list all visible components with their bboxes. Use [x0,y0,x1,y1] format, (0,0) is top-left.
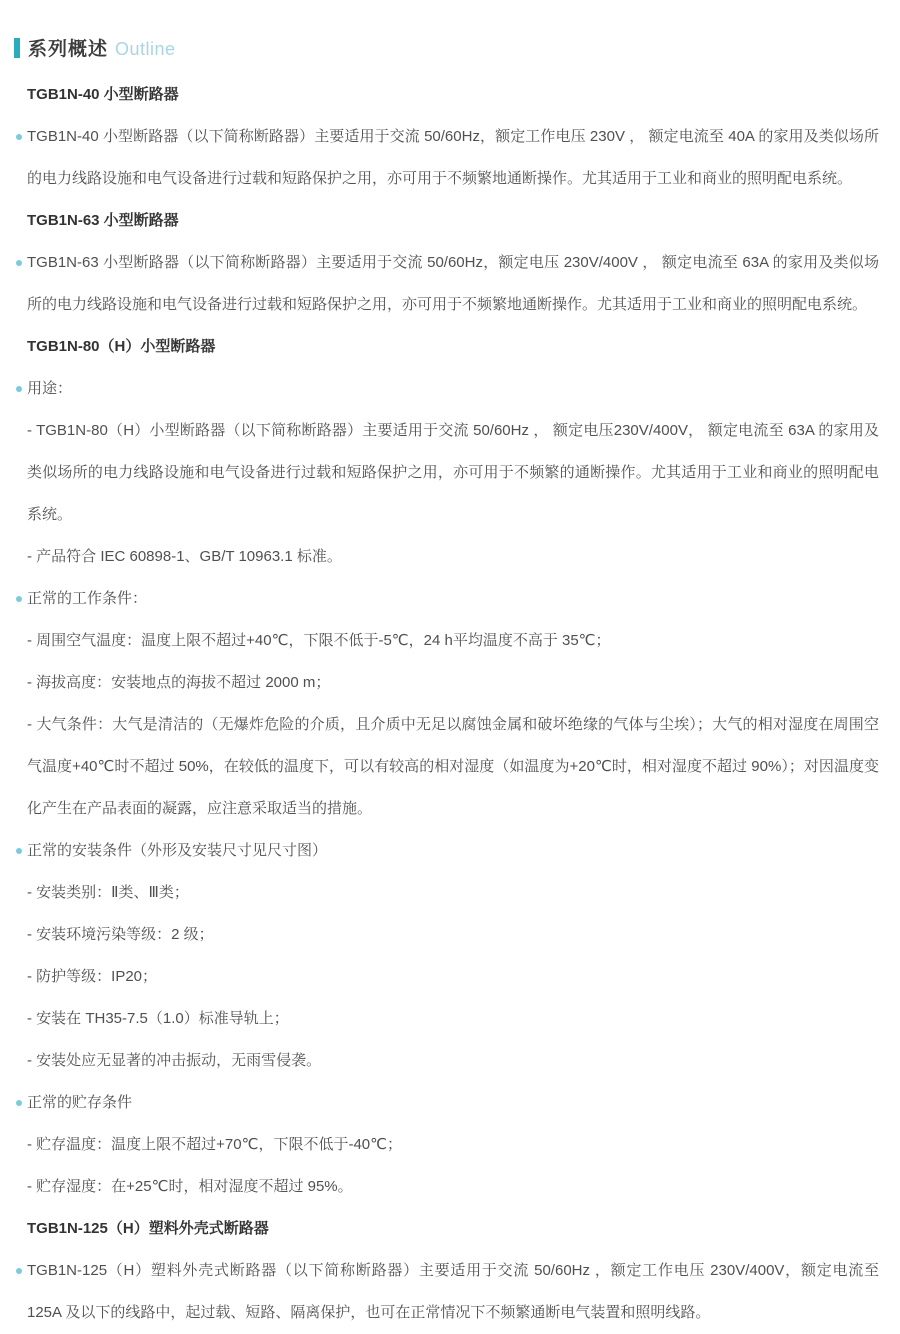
accent-bar-icon [14,38,20,58]
paragraph-installation-category: - 安装类别：Ⅱ类、Ⅲ类； [27,884,189,901]
paragraph-installation-conditions-label: 正常的安装条件（外形及安装尺寸见尺寸图） [27,842,328,859]
dash-item [27,956,879,998]
dash-item [27,872,879,914]
product-heading-tgb1n-63: TGB1N-63 小型断路器 [27,212,179,229]
paragraph-protection-rating: - 防护等级：IP20； [27,968,158,985]
bullet-item [27,1250,879,1334]
bullet-dot-icon [16,1268,22,1274]
bullet-item [27,368,879,410]
dash-item [27,536,879,578]
paragraph-standards: - 产品符合 IEC 60898-1、GB/T 10963.1 标准。 [27,548,342,565]
paragraph-storage-conditions-label: 正常的贮存条件 [27,1094,133,1111]
dash-item [27,914,879,956]
dash-item [27,1040,879,1082]
paragraph-ambient-temperature: - 周围空气温度：温度上限不超过+40℃，下限不低于-5℃，24 h平均温度不高于 35℃； [27,632,611,649]
product-heading-tgb1n-125h: TGB1N-125（H）塑料外壳式断路器 [27,1220,269,1237]
bullet-item [27,1082,879,1124]
paragraph-storage-humidity: - 贮存湿度：在+25℃时，相对湿度不超过 95%。 [27,1178,353,1195]
dash-item [27,662,879,704]
bullet-dot-icon [16,134,22,140]
paragraph-tgb1n-40-description: TGB1N-40 小型断路器（以下简称断路器）主要适用于交流 50/60Hz，额定工作电压 230V ， 额定电流至 40A 的家用及类似场所的电力线路设施和电气设备进行过载和短路保护之用，亦可用于不频繁地通断操作。尤其适用于工业和商业的照明配电系统。 [27,128,879,187]
bullet-dot-icon [16,1100,22,1106]
bullet-dot-icon [16,260,22,266]
dash-item [27,1124,879,1166]
content-body [27,74,879,1334]
product-heading-tgb1n-80h: TGB1N-80（H）小型断路器 [27,338,216,355]
paragraph-rail-mounting: - 安装在 TH35-7.5（1.0）标准导轨上； [27,1010,289,1027]
bullet-dot-icon [16,596,22,602]
bullet-dot-icon [16,386,22,392]
bullet-dot-icon [16,848,22,854]
dash-item [27,410,879,536]
bullet-item [27,578,879,620]
paragraph-tgb1n-80h-description: - TGB1N-80（H）小型断路器（以下简称断路器）主要适用于交流 50/60Hz ， 额定电压230V/400V， 额定电流至 63A 的家用及类似场所的电力线路设施和电气设备进行过载和短路保护之用，亦可用于不频繁的通断操作。尤其适用于工业和商业的照明配电系统。 [27,422,879,523]
paragraph-storage-temperature: - 贮存温度：温度上限不超过+70℃，下限不低于-40℃； [27,1136,402,1153]
dash-item [27,998,879,1040]
paragraph-usage-label: 用途： [27,380,73,397]
dash-item [27,1166,879,1208]
page-title-zh: 系列概述 [28,39,109,60]
paragraph-altitude: - 海拔高度：安装地点的海拔不超过 2000 m； [27,674,331,691]
paragraph-atmospheric-conditions: - 大气条件：大气是清洁的（无爆炸危险的介质，且介质中无足以腐蚀金属和破坏绝缘的气体与尘埃）；大气的相对湿度在周围空气温度+40℃时不超过 50%，在较低的温度下，可以有较高的相对湿度（如温度为+20℃时，相对湿度不超过 90%）；对因温度变化产生在产品表面的凝露，应注意采取适当的措施。 [27,716,879,817]
dash-item [27,704,879,830]
section-header [14,38,879,60]
page-title-en: Outline [115,39,176,59]
bullet-item [27,830,879,872]
paragraph-tgb1n-63-description: TGB1N-63 小型断路器（以下简称断路器）主要适用于交流 50/60Hz，额定电压 230V/400V ， 额定电流至 63A 的家用及类似场所的电力线路设施和电气设备进行过载和短路保护之用，亦可用于不频繁地通断操作。尤其适用于工业和商业的照明配电系统。 [27,254,879,313]
product-heading-tgb1n-40: TGB1N-40 小型断路器 [27,86,179,103]
paragraph-vibration-note: - 安装处应无显著的冲击振动，无雨雪侵袭。 [27,1052,322,1069]
paragraph-tgb1n-125h-description: TGB1N-125（H）塑料外壳式断路器（以下简称断路器）主要适用于交流 50/60Hz ，额定工作电压 230V/400V，额定电流至 125A 及以下的线路中，起过载、短路、隔离保护，也可在正常情况下不频繁通断电气装置和照明线路。 [27,1262,879,1321]
bullet-item [27,242,879,326]
dash-item [27,620,879,662]
paragraph-working-conditions-label: 正常的工作条件： [27,590,148,607]
paragraph-pollution-degree: - 安装环境污染等级：2 级； [27,926,214,943]
bullet-item [27,116,879,200]
